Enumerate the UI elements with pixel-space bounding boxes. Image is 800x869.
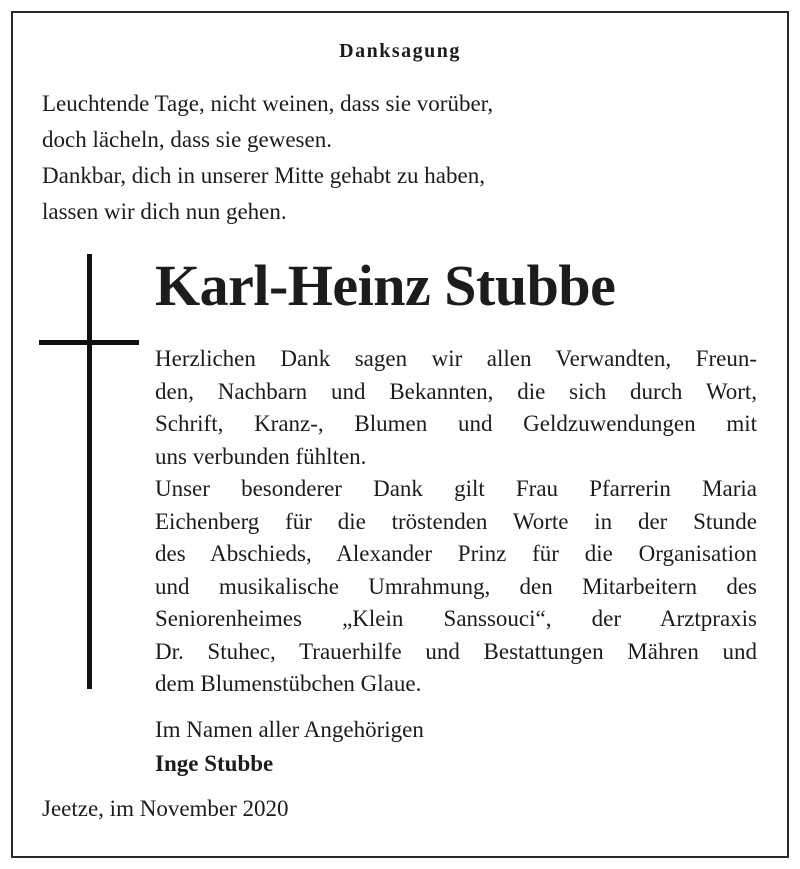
thanks-line: Dr. Stuhec, Trauerhilfe und Bestattungen Mähren und	[155, 638, 757, 664]
poem-line: lassen wir dich nun gehen.	[42, 199, 287, 224]
thanks-line: dem Blumenstübchen Glaue.	[155, 671, 422, 696]
thanks-text	[155, 343, 757, 701]
thanks-line: Seniorenheimes „Klein Sanssouci“, der Arztpraxis	[155, 606, 757, 631]
thanks-line: Schrift, Kranz-, Blumen und Geldzuwendungen mit	[155, 411, 757, 436]
place-date: Jeetze, im November 2020	[42, 796, 289, 821]
poem-line: doch lächeln, dass sie gewesen.	[42, 127, 332, 152]
signer-name: Inge Stubbe	[155, 751, 274, 776]
poem	[42, 86, 493, 230]
cross-horizontal-bar	[39, 340, 139, 345]
signature-block	[155, 713, 424, 781]
cross-vertical-bar	[87, 254, 92, 689]
signature-intro: Im Namen aller Angehörigen	[155, 717, 424, 742]
thanks-line: und musikalische Umrahmung, den Mitarbeitern des	[155, 573, 757, 599]
thanks-line: Eichenberg für die tröstenden Worte in der Stunde	[155, 508, 757, 534]
thanks-line: den, Nachbarn und Bekannten, die sich durch Wort,	[155, 378, 757, 404]
poem-line: Dankbar, dich in unserer Mitte gehabt zu haben,	[42, 163, 485, 188]
thanks-line: uns verbunden fühlten.	[155, 443, 367, 469]
poem-line: Leuchtende Tage, nicht weinen, dass sie vorüber,	[42, 91, 494, 116]
thanks-line: des Abschieds, Alexander Prinz für die Organisation	[155, 541, 757, 566]
deceased-name: Karl-Heinz Stubbe	[155, 253, 616, 318]
thanks-line: Herzlichen Dank sagen wir allen Verwandten, Freun-	[155, 346, 757, 371]
thanks-line: Unser besonderer Dank gilt Frau Pfarrerin Maria	[155, 476, 757, 501]
heading: Danksagung	[339, 40, 461, 62]
